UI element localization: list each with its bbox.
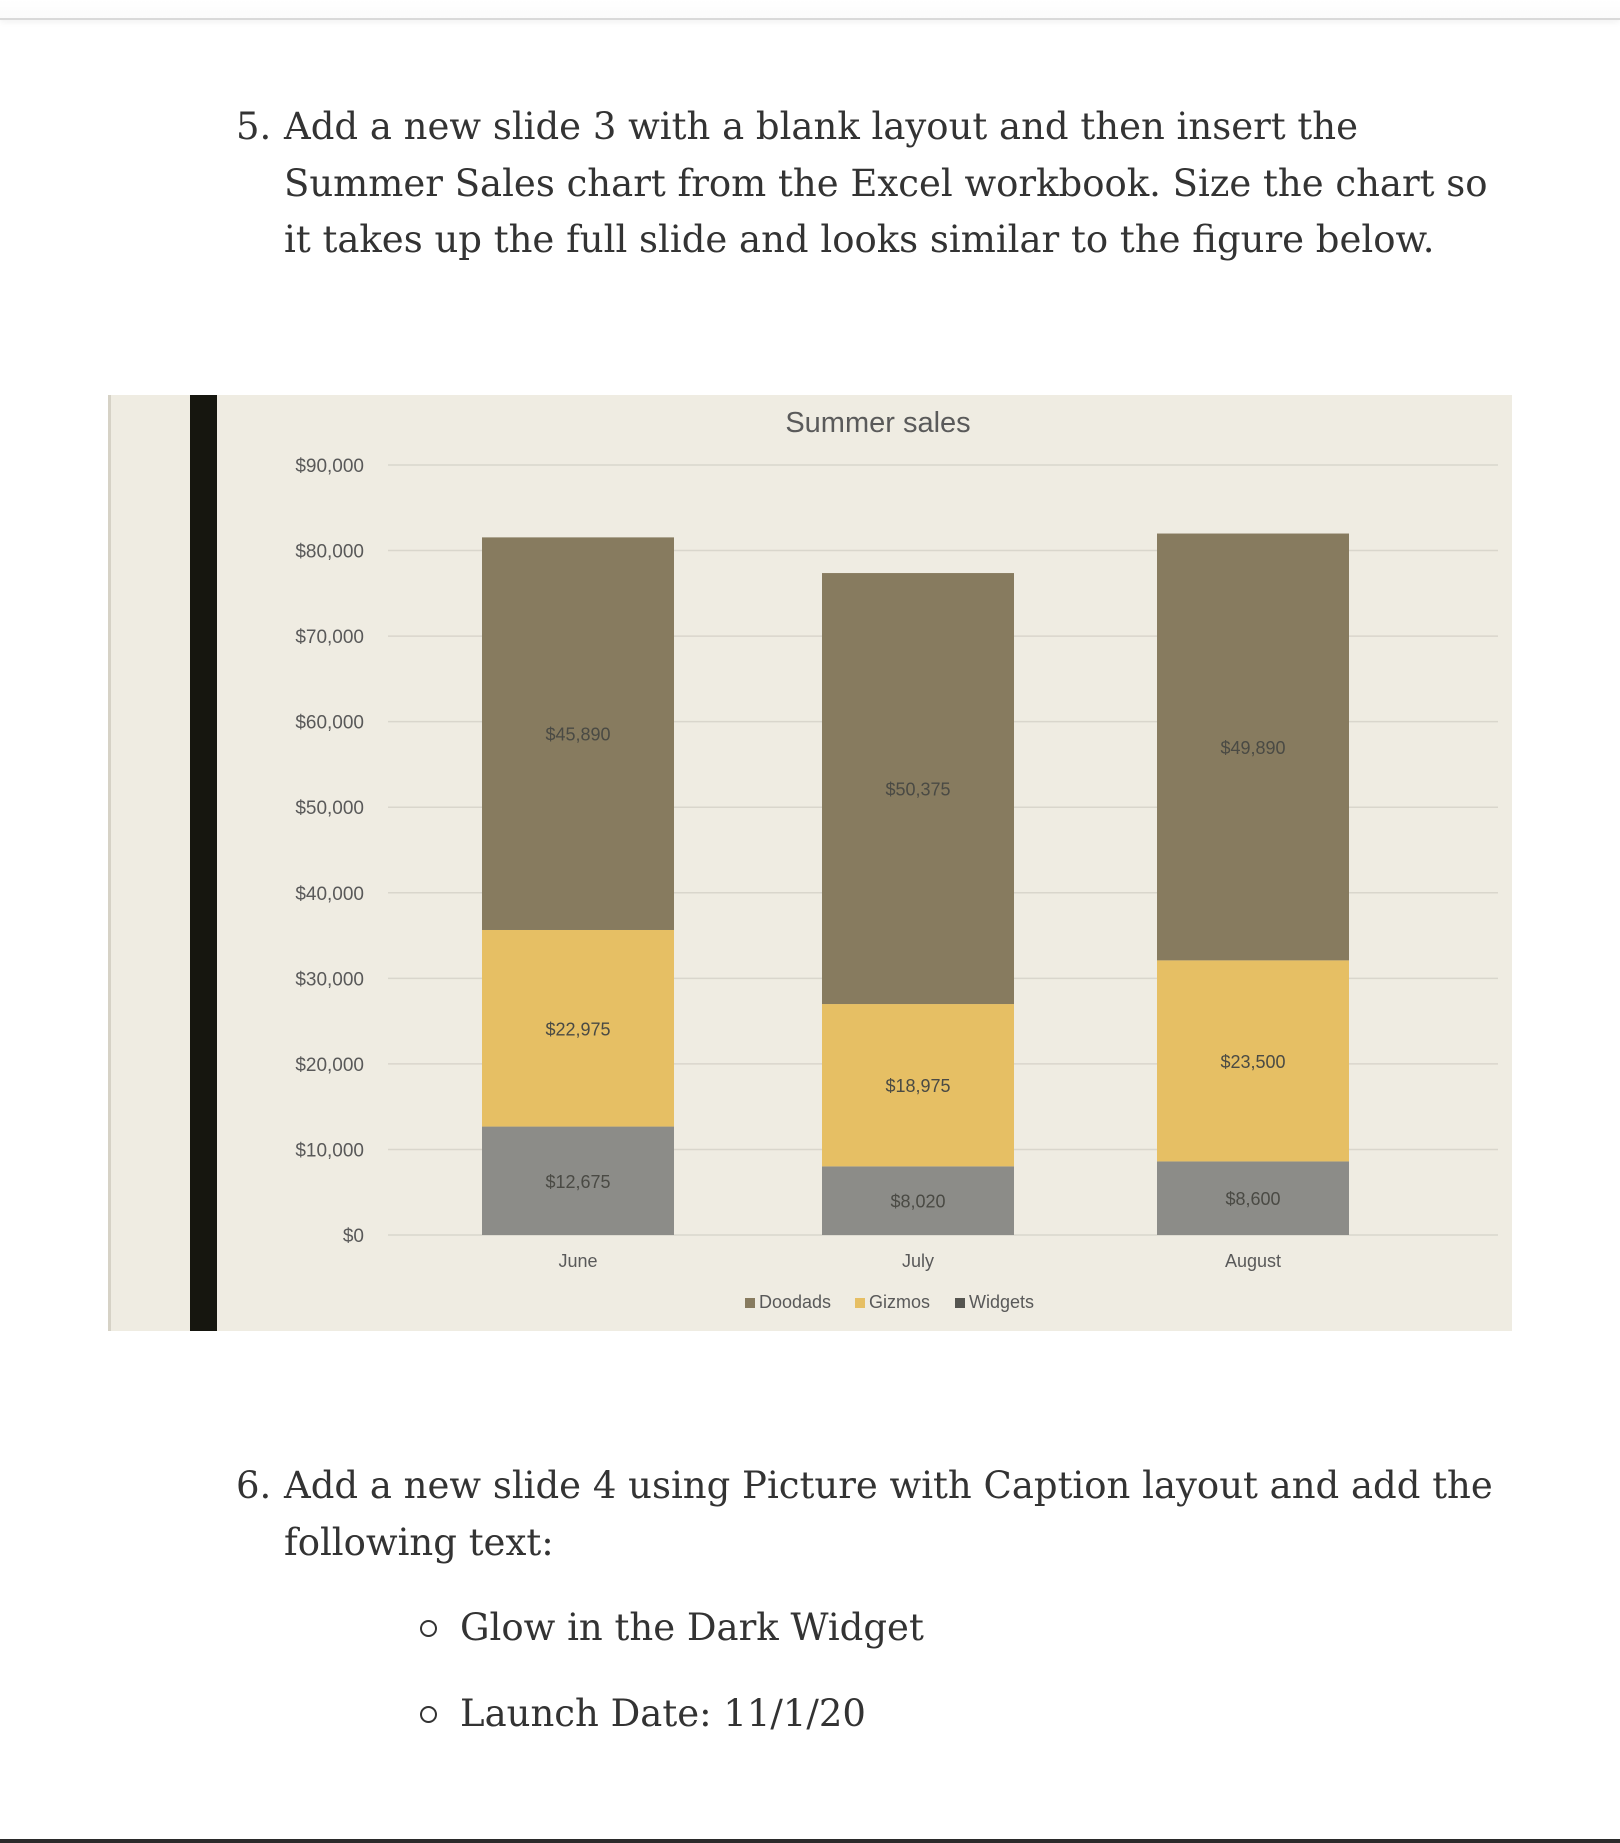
bullet-text: Launch Date: 11/1/20 xyxy=(460,1692,866,1735)
data-label: $50,375 xyxy=(885,779,951,800)
legend-swatch xyxy=(955,1298,965,1308)
data-label: $23,500 xyxy=(1220,1051,1286,1072)
bullet-text: Glow in the Dark Widget xyxy=(460,1606,924,1649)
data-label: $18,975 xyxy=(885,1076,951,1097)
y-tick-label: $40,000 xyxy=(295,883,364,905)
y-tick-label: $80,000 xyxy=(295,541,364,563)
summer-sales-chart xyxy=(108,395,1512,1331)
data-label: $45,890 xyxy=(545,724,611,745)
circle-bullet-icon xyxy=(420,1706,437,1723)
legend-swatch xyxy=(855,1298,865,1308)
bottom-rule xyxy=(0,1839,1620,1843)
x-tick-label: June xyxy=(558,1251,598,1271)
y-tick-label: $70,000 xyxy=(295,627,364,649)
y-tick-label: $60,000 xyxy=(295,712,364,734)
data-label: $8,600 xyxy=(1225,1189,1281,1210)
legend-swatch xyxy=(745,1298,755,1308)
y-tick-label: $10,000 xyxy=(295,1140,364,1162)
item-number: 5. xyxy=(236,105,272,148)
y-tick-label: $50,000 xyxy=(295,798,364,820)
x-tick-label: July xyxy=(901,1251,935,1271)
circle-bullet-icon xyxy=(420,1620,437,1637)
y-tick-label: $90,000 xyxy=(295,456,364,477)
x-tick-label: August xyxy=(1224,1251,1282,1271)
y-tick-label: $0 xyxy=(342,1226,364,1247)
data-label: $49,890 xyxy=(1220,737,1286,758)
item-text: Add a new slide 3 with a blank layout and then insert the Summer Sales chart from the Excel workbook. Size the chart so it takes up the full slide and looks similar to the figure below. xyxy=(284,105,1488,261)
item-number: 6. xyxy=(236,1464,272,1507)
data-label: $12,675 xyxy=(545,1171,611,1192)
chart-title: Summer sales xyxy=(785,407,971,439)
top-shade xyxy=(0,0,1620,20)
legend-label: Gizmos xyxy=(869,1292,931,1312)
legend-label: Doodads xyxy=(759,1292,832,1312)
legend-label: Widgets xyxy=(969,1292,1035,1312)
data-label: $22,975 xyxy=(545,1019,611,1040)
y-tick-label: $20,000 xyxy=(295,1054,364,1076)
item-text: Add a new slide 4 using Picture with Caption layout and add the following text: xyxy=(284,1464,1493,1564)
data-label: $8,020 xyxy=(890,1191,946,1212)
chart-figure xyxy=(108,395,1512,1331)
y-tick-label: $30,000 xyxy=(295,969,364,991)
